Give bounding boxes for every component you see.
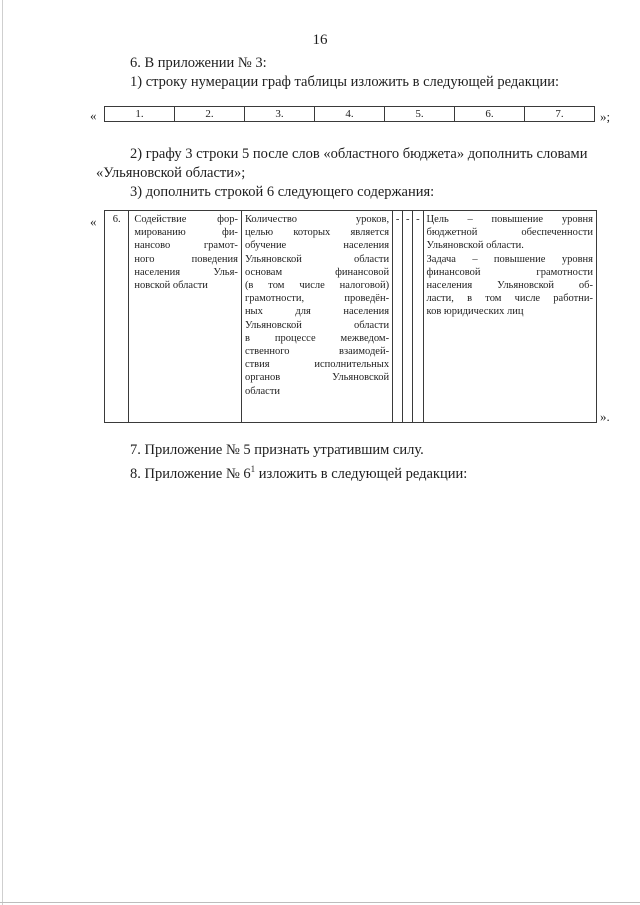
goal-line: ласти, в том числе работни- <box>426 293 593 305</box>
numbering-cell: 2. <box>175 107 245 122</box>
goal-line: ков юридических лиц <box>426 306 524 318</box>
event-line: Содействие фор- <box>134 214 238 225</box>
scan-margin-line <box>2 0 3 905</box>
value-cell: - <box>393 211 403 423</box>
item-3: 3) дополнить строкой 6 следующего содержания: <box>130 184 435 200</box>
value-cell: - <box>403 211 413 423</box>
item-2-line-1: 2) графу 3 строки 5 после слов «областного бюджета» дополнить словами <box>130 146 588 162</box>
indicator-line: (в том числе налоговой) <box>244 280 390 292</box>
event-name-cell <box>129 211 242 423</box>
column-numbering-table <box>104 106 595 122</box>
paragraph-8-start: 8. Приложение № 6 <box>130 465 251 482</box>
numbering-cell: 1. <box>105 107 175 122</box>
indicator-line: Количество уроков, <box>244 214 390 225</box>
scan-bottom-edge <box>0 902 640 903</box>
row-6-table <box>104 210 597 423</box>
goal-cell <box>423 211 597 423</box>
numbering-cell: 4. <box>315 107 385 122</box>
event-line: новской области <box>134 280 208 292</box>
goal-line: населения Ульяновской об- <box>426 280 593 292</box>
paragraph-7: 7. Приложение № 5 признать утратившим силу. <box>130 442 424 458</box>
indicator-line: органов Ульяновской <box>244 372 390 384</box>
value-cell: - <box>413 211 423 423</box>
item-2-line-2: «Ульяновской области»; <box>96 165 246 181</box>
numbering-cell: 6. <box>455 107 525 122</box>
indicator-line: грамотности, проведён- <box>244 293 390 305</box>
indicator-line: ствия исполнительных <box>244 359 390 371</box>
event-line: нансово грамот- <box>134 240 238 252</box>
page-number: 16 <box>312 32 328 48</box>
numbering-cell: 5. <box>385 107 455 122</box>
indicator-line: целью которых является <box>244 227 390 239</box>
goal-line: финансовой грамотности <box>426 266 593 278</box>
indicator-line: обучение населения <box>244 240 390 252</box>
indicator-line: Ульяновской области <box>244 319 390 331</box>
indicator-line: основам финансовой <box>244 266 390 278</box>
paragraph-6: 6. В приложении № 3: <box>130 55 267 71</box>
goal-line: Ульяновской области. <box>426 240 524 252</box>
numbering-cell: 3. <box>245 107 315 122</box>
goal-line: Задача – повышение уровня <box>426 253 593 265</box>
goal-line: Цель – повышение уровня <box>426 214 593 225</box>
item-1: 1) строку нумерации граф таблицы изложить в следующей редакции: <box>130 74 560 90</box>
open-quote: « <box>90 108 97 123</box>
paragraph-8 <box>130 460 467 484</box>
open-quote-row6: « <box>90 214 97 229</box>
superscript-index: 1 <box>250 464 256 474</box>
close-quote: »; <box>600 109 611 124</box>
indicator-line: ных для населения <box>244 306 390 318</box>
row-number-cell: 6. <box>105 211 129 423</box>
event-line: мированию фи- <box>134 227 238 239</box>
close-quote-row6: ». <box>600 409 610 424</box>
indicator-line: Ульяновской области <box>244 253 390 265</box>
indicator-line: в процессе межведом- <box>244 332 390 344</box>
indicator-line: области <box>244 385 281 397</box>
event-line: населения Улья- <box>134 266 238 278</box>
goal-line: бюджетной обеспеченности <box>426 227 593 239</box>
indicator-cell <box>241 211 392 423</box>
numbering-cell: 7. <box>525 107 595 122</box>
event-line: ного поведения <box>134 253 238 265</box>
indicator-line: ственного взаимодей- <box>244 346 390 358</box>
paragraph-8-end: изложить в следующей редакции: <box>255 465 468 482</box>
